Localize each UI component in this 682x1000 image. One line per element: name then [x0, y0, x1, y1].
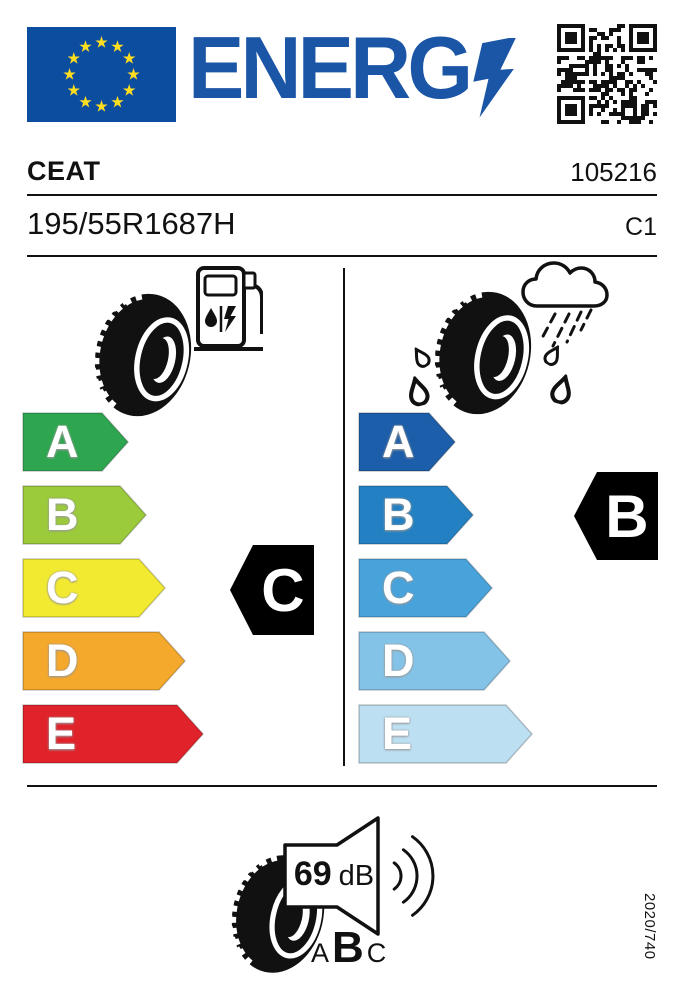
- lightning-bolt-icon: [473, 38, 523, 118]
- noise-class-b: B: [332, 923, 364, 972]
- divider-line: [27, 194, 657, 196]
- wet-grip-rating: B: [605, 482, 649, 550]
- rating-letter: E: [46, 708, 77, 759]
- rating-letter: D: [382, 635, 415, 686]
- regulation-number: 2020/740: [641, 893, 658, 960]
- rating-letter: A: [382, 416, 415, 467]
- qr-code: [557, 24, 657, 124]
- rating-arrow-b: [22, 485, 148, 545]
- fuel-efficiency-rating: C: [261, 556, 305, 624]
- energ-logo-text: ENERG: [188, 18, 470, 117]
- rating-arrow-e: [22, 704, 205, 764]
- tyre-size-designation: 195/55R1687H: [27, 206, 236, 241]
- rating-letter: B: [382, 489, 415, 540]
- rating-letter: C: [382, 562, 415, 613]
- noise-value: 69: [293, 855, 332, 893]
- noise-class-a: A: [311, 938, 330, 968]
- noise-class-c: C: [366, 938, 387, 968]
- product-code: 105216: [570, 157, 657, 187]
- rating-arrow-a: [22, 412, 130, 472]
- rating-arrow-c: [358, 558, 494, 618]
- divider-line: [27, 785, 657, 787]
- brand-name: CEAT: [27, 156, 101, 186]
- fuel-efficiency-rating-badge: [230, 545, 314, 635]
- wet-grip-icon: [405, 250, 620, 425]
- tyre-class: C1: [625, 213, 657, 241]
- rating-letter: A: [46, 416, 79, 467]
- wet-grip-rating-badge: [574, 472, 658, 560]
- rating-arrow-b: [358, 485, 475, 545]
- rating-arrow-e: [358, 704, 534, 764]
- noise-value-label: [290, 855, 378, 894]
- energ-logo: [188, 18, 523, 117]
- column-divider: [343, 268, 345, 766]
- fuel-efficiency-icon: [88, 256, 263, 426]
- rain-cloud-icon: [523, 263, 607, 346]
- rating-letter: D: [46, 635, 79, 686]
- fuel-efficiency-scale: [22, 412, 242, 762]
- noise-class-letters: [311, 923, 387, 972]
- sound-waves-icon: [394, 837, 433, 916]
- rating-arrow-c: [22, 558, 167, 618]
- rating-arrow-a: [358, 412, 457, 472]
- fuel-pump-icon: [194, 268, 263, 349]
- noise-unit: dB: [338, 860, 375, 892]
- eu-flag: [27, 27, 176, 122]
- rating-letter: C: [46, 562, 79, 613]
- rating-arrow-d: [358, 631, 512, 691]
- rating-letter: E: [382, 708, 413, 759]
- rating-letter: B: [46, 489, 79, 540]
- wet-grip-scale: [358, 412, 578, 762]
- rating-arrow-d: [22, 631, 187, 691]
